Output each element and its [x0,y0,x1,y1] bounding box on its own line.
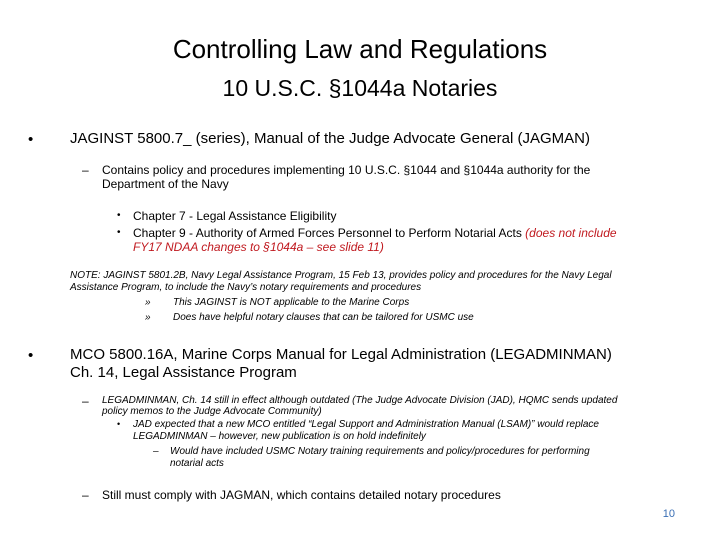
dash-marker: – [82,488,89,502]
chapter-7-item: Chapter 7 - Legal Assistance Eligibility [133,209,337,223]
mco-notary-line2: notarial acts [170,458,224,469]
mco-lsam-line2: LEGADMINMAN – however, new publication is on hold indefinitely [133,431,426,442]
dash-marker: – [82,163,89,177]
mco-notary-line1: Would have included USMC Notary training requirements and policy/procedures for performing [170,446,590,457]
page-number: 10 [662,508,675,520]
note-item-1: This JAGINST is NOT applicable to the Marine Corps [173,297,410,308]
dash-marker: – [153,446,159,457]
jaginst-heading: JAGINST 5800.7_ (series), Manual of the Judge Advocate General (JAGMAN) [70,130,590,147]
small-bullet-marker: • [117,419,121,429]
chapter-9-red-note: (does not include [525,226,617,240]
mco-sub1-line1: LEGADMINMAN, Ch. 14 still in effect although outdated (The Judge Advocate Division (JAD), HQMC sends updated [102,395,618,406]
mco-lsam-line1: JAD expected that a new MCO entitled “Legal Support and Administration Manual (LSAM)” would replace [133,419,599,430]
jaginst-sub-line1: Contains policy and procedures implementing 10 U.S.C. §1044 and §1044a authority for the [102,163,591,177]
chapter-9-red-note-cont: FY17 NDAA changes to §1044a – see slide 11) [133,240,384,254]
bullet-marker: • [28,131,34,148]
dash-marker: – [82,394,89,408]
note-item-2: Does have helpful notary clauses that can be tailored for USMC use [173,312,474,323]
arrow-marker: » [145,312,151,323]
jaginst-sub-line2: Department of the Navy [102,177,229,191]
small-bullet-marker: • [117,210,121,221]
small-bullet-marker: • [117,227,121,238]
arrow-marker: » [145,297,151,308]
mco-heading-line1: MCO 5800.16A, Marine Corps Manual for Legal Administration (LEGADMINMAN) [70,346,612,363]
note-line1: NOTE: JAGINST 5801.2B, Navy Legal Assistance Program, 15 Feb 13, provides policy and procedures for the Navy Legal [70,270,612,281]
note-line2: Assistance Program, to include the Navy’s notary requirements and procedures [70,282,422,293]
slide-title: Controlling Law and Regulations [172,34,548,64]
bullet-marker: • [28,347,34,364]
slide-subtitle: 10 U.S.C. §1044a Notaries [222,75,498,101]
chapter-9-item [133,226,617,240]
chapter-9-text: Chapter 9 - Authority of Armed Forces Personnel to Perform Notarial Acts [133,226,526,240]
mco-sub2: Still must comply with JAGMAN, which contains detailed notary procedures [102,488,501,502]
mco-sub1-line2: policy memos to the Judge Advocate Community) [102,406,322,417]
mco-heading-line2: Ch. 14, Legal Assistance Program [70,364,297,381]
